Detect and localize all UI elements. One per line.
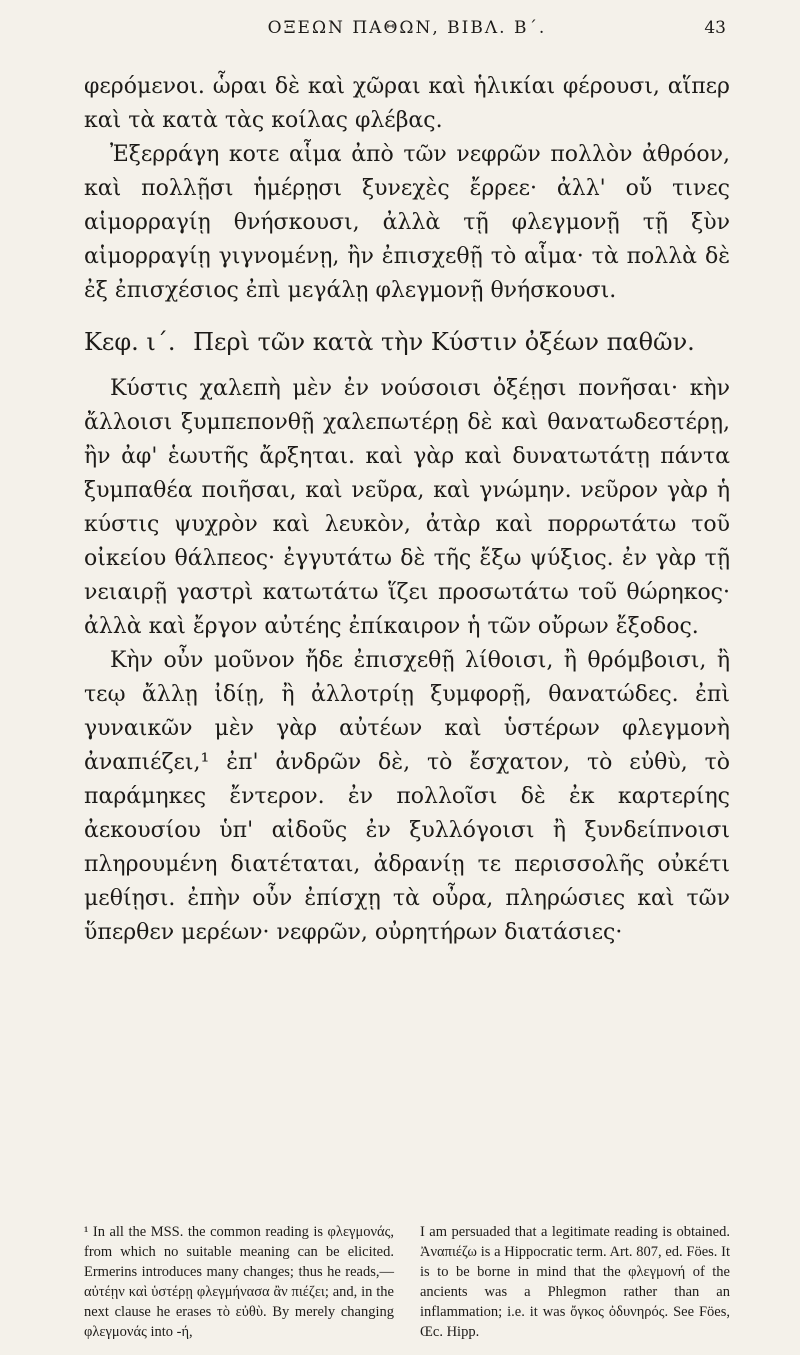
- footnote-text: I am persuaded that a legitimate reading is obtained. Ἀναπιέζω is a Hippocratic term. Art. 807, ed. Föes. It is to be borne in mind that the φλεγμονή of the ancients was a Phlegmon rather than an inflammation; i.e. it was ὄγκος ὀδυνηρός. See Föes, Œc. Hipp.: [420, 1224, 730, 1340]
- chapter-label: Κεφ. ι΄.: [84, 328, 176, 356]
- paragraph: Κὴν οὖν μοῦνον ἤδε ἐπισχεθῇ λίθοισι, ἢ θρόμβοισι, ἢ τεῳ ἄλλῃ ἰδίῃ, ἢ ἀλλοτρίῃ ξυμφορῇ, θανατώδες. ἐπὶ γυναικῶν μὲν γὰρ αὐτέων καὶ ὑστέρων φλεγμονὴ ἀναπιέζει,¹ ἐπ' ἀνδρῶν δὲ, τὸ ἔσχατον, τὸ εὐθὺ, τὸ παράμηκες ἔντερον. ἐν πολλοῖσι δὲ ἐκ καρτερίης ἀεκουσίου ὑπ' αἰδοῦς ἐν ξυλλόγοισι ἢ ξυνδείπνοισι πληρουμένη διατέταται, ἀδρανίῃ τε περισσολῆς οὐκέτι μεθίῃσι. ἐπὴν οὖν ἐπίσχῃ τὰ οὖρα, πληρώσιες καὶ τῶν ὕπερθεν μερέων· νεφρῶν, οὐρητήρων διατάσιες·: [84, 648, 730, 945]
- footnote-column-left: [84, 1222, 394, 1342]
- paragraph: Ἐξερράγη κοτε αἷμα ἀπὸ τῶν νεφρῶν πολλὸν ἀθρόον, καὶ πολλῇσι ἡμέρῃσι ξυνεχὲς ἔρρεε· ἀλλ' οὔ τινες αἱμορραγίῃ θνήσκουσι, ἀλλὰ τῇ φλεγμονῇ τῇ ξὺν αἱμορραγίῃ γιγνομένῃ, ἢν ἐπισχεθῇ τὸ αἷμα· τὰ πολλὰ δὲ ἐξ ἐπισχέσιος ἐπὶ μεγάλῃ φλεγμονῇ θνήσκουσι.: [84, 142, 730, 303]
- page-number: 43: [704, 18, 726, 38]
- running-head: [84, 14, 730, 44]
- paragraph-continuation: φερόμενοι. ὧραι δὲ καὶ χῶραι καὶ ἡλικίαι φέρουσι, αἵπερ καὶ τὰ κατὰ τὰς κοίλας φλέβας.: [84, 74, 730, 133]
- running-title: ΟΞΕΩΝ ΠΑΘΩΝ, ΒΙΒΛ. Β΄.: [267, 18, 547, 38]
- body-text: [84, 70, 730, 950]
- paragraph: Κύστις χαλεπὴ μὲν ἐν νούσοισι ὀξέῃσι πονῆσαι· κὴν ἄλλοισι ξυμπεπονθῇ χαλεπωτέρῃ δὲ καὶ θανατωδεστέρῃ, ἢν ἀφ' ἑωυτῆς ἄρξηται. καὶ γὰρ καὶ δυνατωτάτῃ πάντα ξυμπαθέα ποιῆσαι, καὶ νεῦρα, καὶ γνώμην. νεῦρον γὰρ ἡ κύστις ψυχρὸν καὶ λευκὸν, ἀτὰρ καὶ πορρωτάτω τοῦ οἰκείου θάλπεος· ἐγγυτάτω δὲ τῆς ἔξω ψύξιος. ἐν γὰρ τῇ νειαιρῇ γαστρὶ κατωτάτω ἵζει προσωτάτω τοῦ θώρηκος· ἀλλὰ καὶ ἔργον αὐτέης ἐπίκαιρον ἡ τῶν οὔρων ἔξοδος.: [84, 376, 730, 639]
- footnotes: [84, 1222, 730, 1342]
- chapter-heading: [84, 326, 730, 358]
- footnote-column-right: [420, 1222, 730, 1342]
- chapter-title: Περὶ τῶν κατὰ τὴν Κύστιν ὀξέων παθῶν.: [193, 328, 695, 356]
- footnote-text: ¹ In all the MSS. the common reading is φλεγμονάς, from which no suitable meaning can be elicited. Ermerins introduces many changes; thus he reads,—αὐτέῃν καὶ ὑστέρῃ φλεγμήνασα ἂν πιέζει; and, in the next clause he erases τὸ εὐθὺ. By merely changing φλεγμονάς into -ή,: [84, 1224, 394, 1340]
